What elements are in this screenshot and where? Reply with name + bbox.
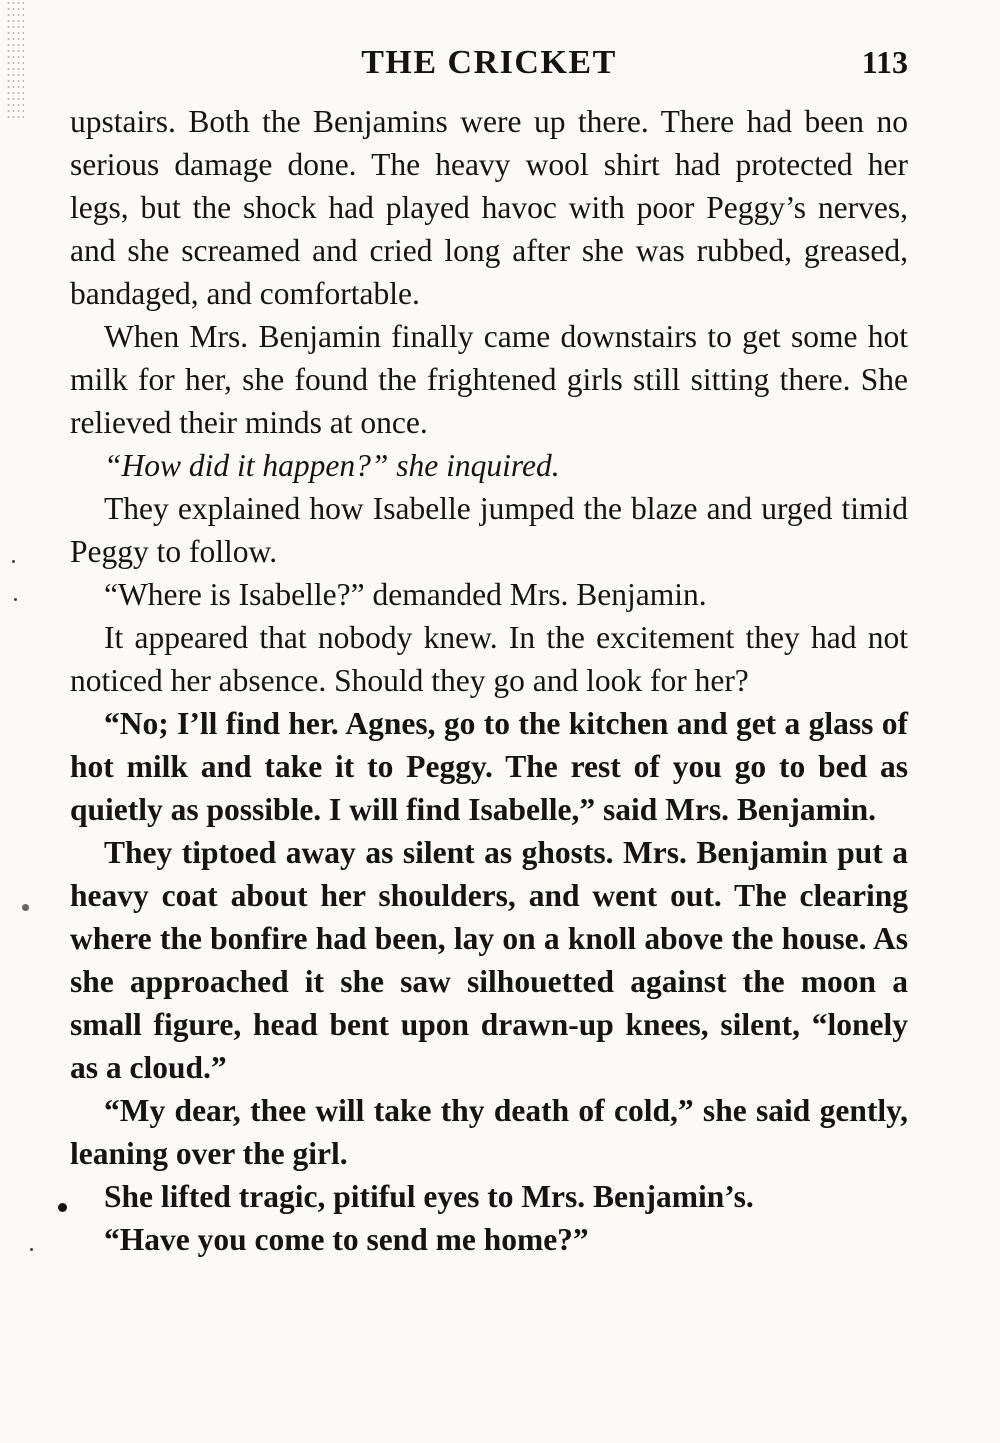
paragraph-1: upstairs. Both the Benjamins were up there. There had been no serious damage done. The heavy wool shirt had protected her legs, but the shock had played havoc with poor Peggy’s nerves, and she screamed and cried long after she was rubbed, greased, bandaged, and comfortable. xyxy=(70,104,908,311)
paragraph-4: They explained how Isabelle jumped the blaze and urged timid Peggy to follow. xyxy=(70,491,908,569)
scan-speck xyxy=(58,1203,67,1212)
page-number: 113 xyxy=(861,44,908,80)
paragraph-2: When Mrs. Benjamin finally came downstairs to get some hot milk for her, she found the frightened girls still sitting there. She relieved their minds at once. xyxy=(70,319,908,440)
page-header xyxy=(70,44,908,92)
scan-speck xyxy=(22,904,29,911)
paragraph-8: They tiptoed away as silent as ghosts. Mrs. Benjamin put a heavy coat about her shoulders, and went out. The clearing where the bonfire had been, lay on a knoll above the house. As she approached it she saw silhouetted against the moon a small figure, head bent upon drawn-up knees, silent, “lonely as a cloud.” xyxy=(70,835,908,1085)
paragraph-5: “Where is Isabelle?” demanded Mrs. Benjamin. xyxy=(104,577,707,612)
paragraph-9: “My dear, thee will take thy death of cold,” she said gently, leaning over the girl. xyxy=(70,1093,908,1171)
page-body xyxy=(70,100,908,1261)
paragraph-11: “Have you come to send me home?” xyxy=(104,1222,589,1257)
scan-speck xyxy=(14,598,17,601)
scan-speck xyxy=(12,560,15,563)
running-title: THE CRICKET xyxy=(361,44,617,81)
paragraph-6: It appeared that nobody knew. In the excitement they had not noticed her absence. Should they go and look for her? xyxy=(70,620,908,698)
scan-edge-noise xyxy=(6,0,24,120)
scan-speck xyxy=(30,1248,33,1251)
paragraph-3: “How did it happen?” she inquired. xyxy=(104,448,560,483)
paragraph-10: She lifted tragic, pitiful eyes to Mrs. Benjamin’s. xyxy=(104,1179,754,1214)
paragraph-7: “No; I’ll find her. Agnes, go to the kitchen and get a glass of hot milk and take it to Peggy. The rest of you go to bed as quietly as possible. I will find Isabelle,” said Mrs. Benjamin. xyxy=(70,706,908,827)
